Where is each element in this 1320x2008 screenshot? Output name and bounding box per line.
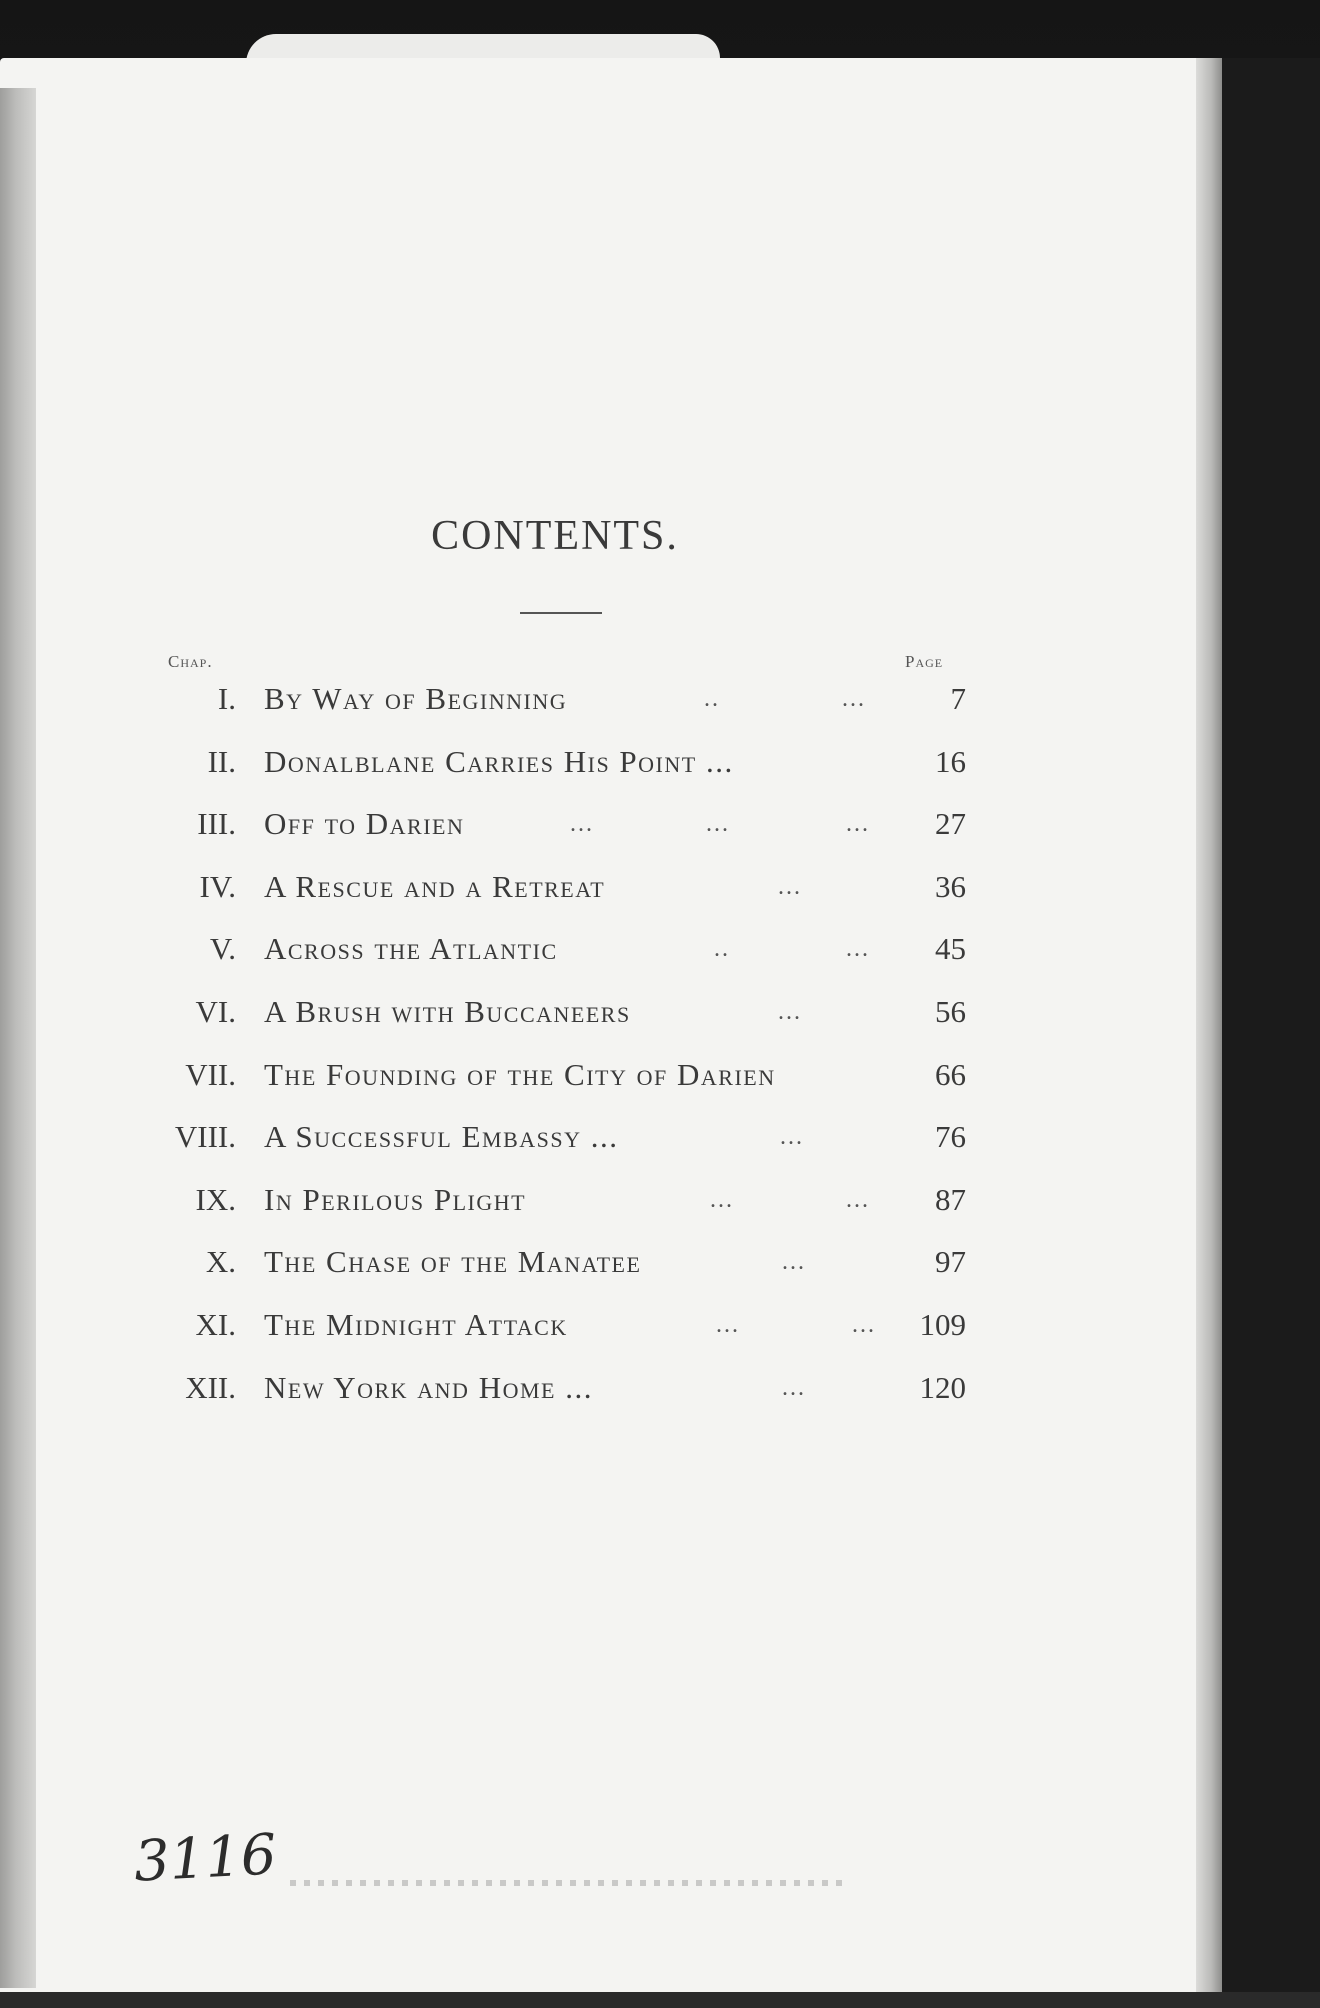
title-rule: [520, 612, 602, 614]
toc-entry: [0, 1116, 1222, 1179]
contents-title: CONTENTS.: [431, 513, 679, 559]
chapter-title: A Brush with Buccaneers: [264, 993, 631, 1029]
toc-entry: [0, 1241, 1222, 1304]
chapter-page: 27: [935, 806, 966, 842]
leader-dots: ...: [846, 936, 870, 963]
leader-dots: ...: [716, 1311, 740, 1338]
background-shadow: [1222, 58, 1320, 2008]
chapter-page: 16: [935, 743, 966, 779]
page-smudge: [290, 1880, 850, 1886]
chapter-title: Off to Darien: [264, 806, 465, 842]
leader-dots: ...: [778, 873, 802, 900]
chapter-page: 56: [935, 993, 966, 1029]
chapter-number: III.: [197, 806, 236, 842]
chapter-title: By Way of Beginning: [264, 681, 568, 716]
chapter-number: X.: [205, 1244, 236, 1280]
leader-dots: ...: [570, 811, 594, 838]
chapter-page: 7: [950, 681, 966, 716]
chapter-page: 109: [919, 1306, 966, 1342]
chapter-title: The Midnight Attack: [264, 1306, 568, 1342]
toc-entry: [0, 991, 1222, 1054]
chapter-page: 36: [935, 868, 966, 904]
chapter-page: 76: [935, 1119, 966, 1155]
chapter-number: VIII.: [174, 1119, 236, 1155]
page-column-header: Page: [905, 652, 944, 671]
leader-dots: ...: [782, 1249, 806, 1276]
toc-entry: [0, 803, 1222, 866]
leader-dots: ...: [846, 811, 870, 838]
chapter-title: In Perilous Plight: [264, 1181, 527, 1217]
chapter-number: II.: [207, 743, 236, 779]
chapter-title: The Chase of the Manatee: [264, 1244, 642, 1280]
chapter-title: The Founding of the City of Darien: [264, 1056, 776, 1092]
leader-dots: ...: [782, 1374, 806, 1401]
chapter-number: I.: [217, 681, 236, 716]
leader-dots: ...: [852, 1311, 876, 1338]
toc-entry: [0, 1179, 1222, 1242]
toc-entry: [0, 866, 1222, 929]
chapter-number: V.: [209, 931, 236, 967]
toc-entry: [0, 928, 1222, 991]
leader-dots: ...: [710, 1186, 734, 1213]
leader-dots: ...: [846, 1186, 870, 1213]
leader-dots: ...: [780, 1124, 804, 1151]
chapter-number: VII.: [185, 1056, 236, 1092]
leader-dots: ...: [706, 811, 730, 838]
toc-list: [0, 678, 1222, 1429]
chapter-title: Donalblane Carries His Point ...: [264, 743, 734, 779]
chapter-number: IX.: [195, 1181, 236, 1217]
leader-dots: ..: [704, 686, 720, 712]
chapter-number: XI.: [195, 1306, 236, 1342]
toc-entry: [0, 741, 1222, 804]
toc-entry: [0, 1367, 1222, 1430]
chapter-number: VI.: [195, 993, 236, 1029]
chap-column-header: Chap.: [168, 652, 213, 671]
chapter-page: 66: [935, 1056, 966, 1092]
handwritten-number: 3116: [132, 1822, 279, 1895]
toc-entry: [0, 1054, 1222, 1117]
chapter-page: 97: [935, 1244, 966, 1280]
leader-dots: ..: [714, 936, 730, 963]
chapter-number: XII.: [185, 1369, 236, 1405]
chapter-title: A Successful Embassy ...: [264, 1119, 619, 1155]
bottom-edge: [0, 1992, 1320, 2008]
chapter-page: 120: [919, 1369, 966, 1405]
chapter-title: Across the Atlantic: [264, 931, 558, 967]
chapter-title: New York and Home ...: [264, 1369, 593, 1405]
leader-dots: ...: [842, 686, 866, 712]
chapter-page: 45: [935, 931, 966, 967]
chapter-title: A Rescue and a Retreat: [264, 868, 606, 904]
leader-dots: ...: [778, 998, 802, 1025]
chapter-page: 87: [935, 1181, 966, 1217]
chapter-number: IV.: [199, 868, 236, 904]
toc-entry: [0, 1304, 1222, 1367]
toc-entry: [0, 678, 1222, 741]
